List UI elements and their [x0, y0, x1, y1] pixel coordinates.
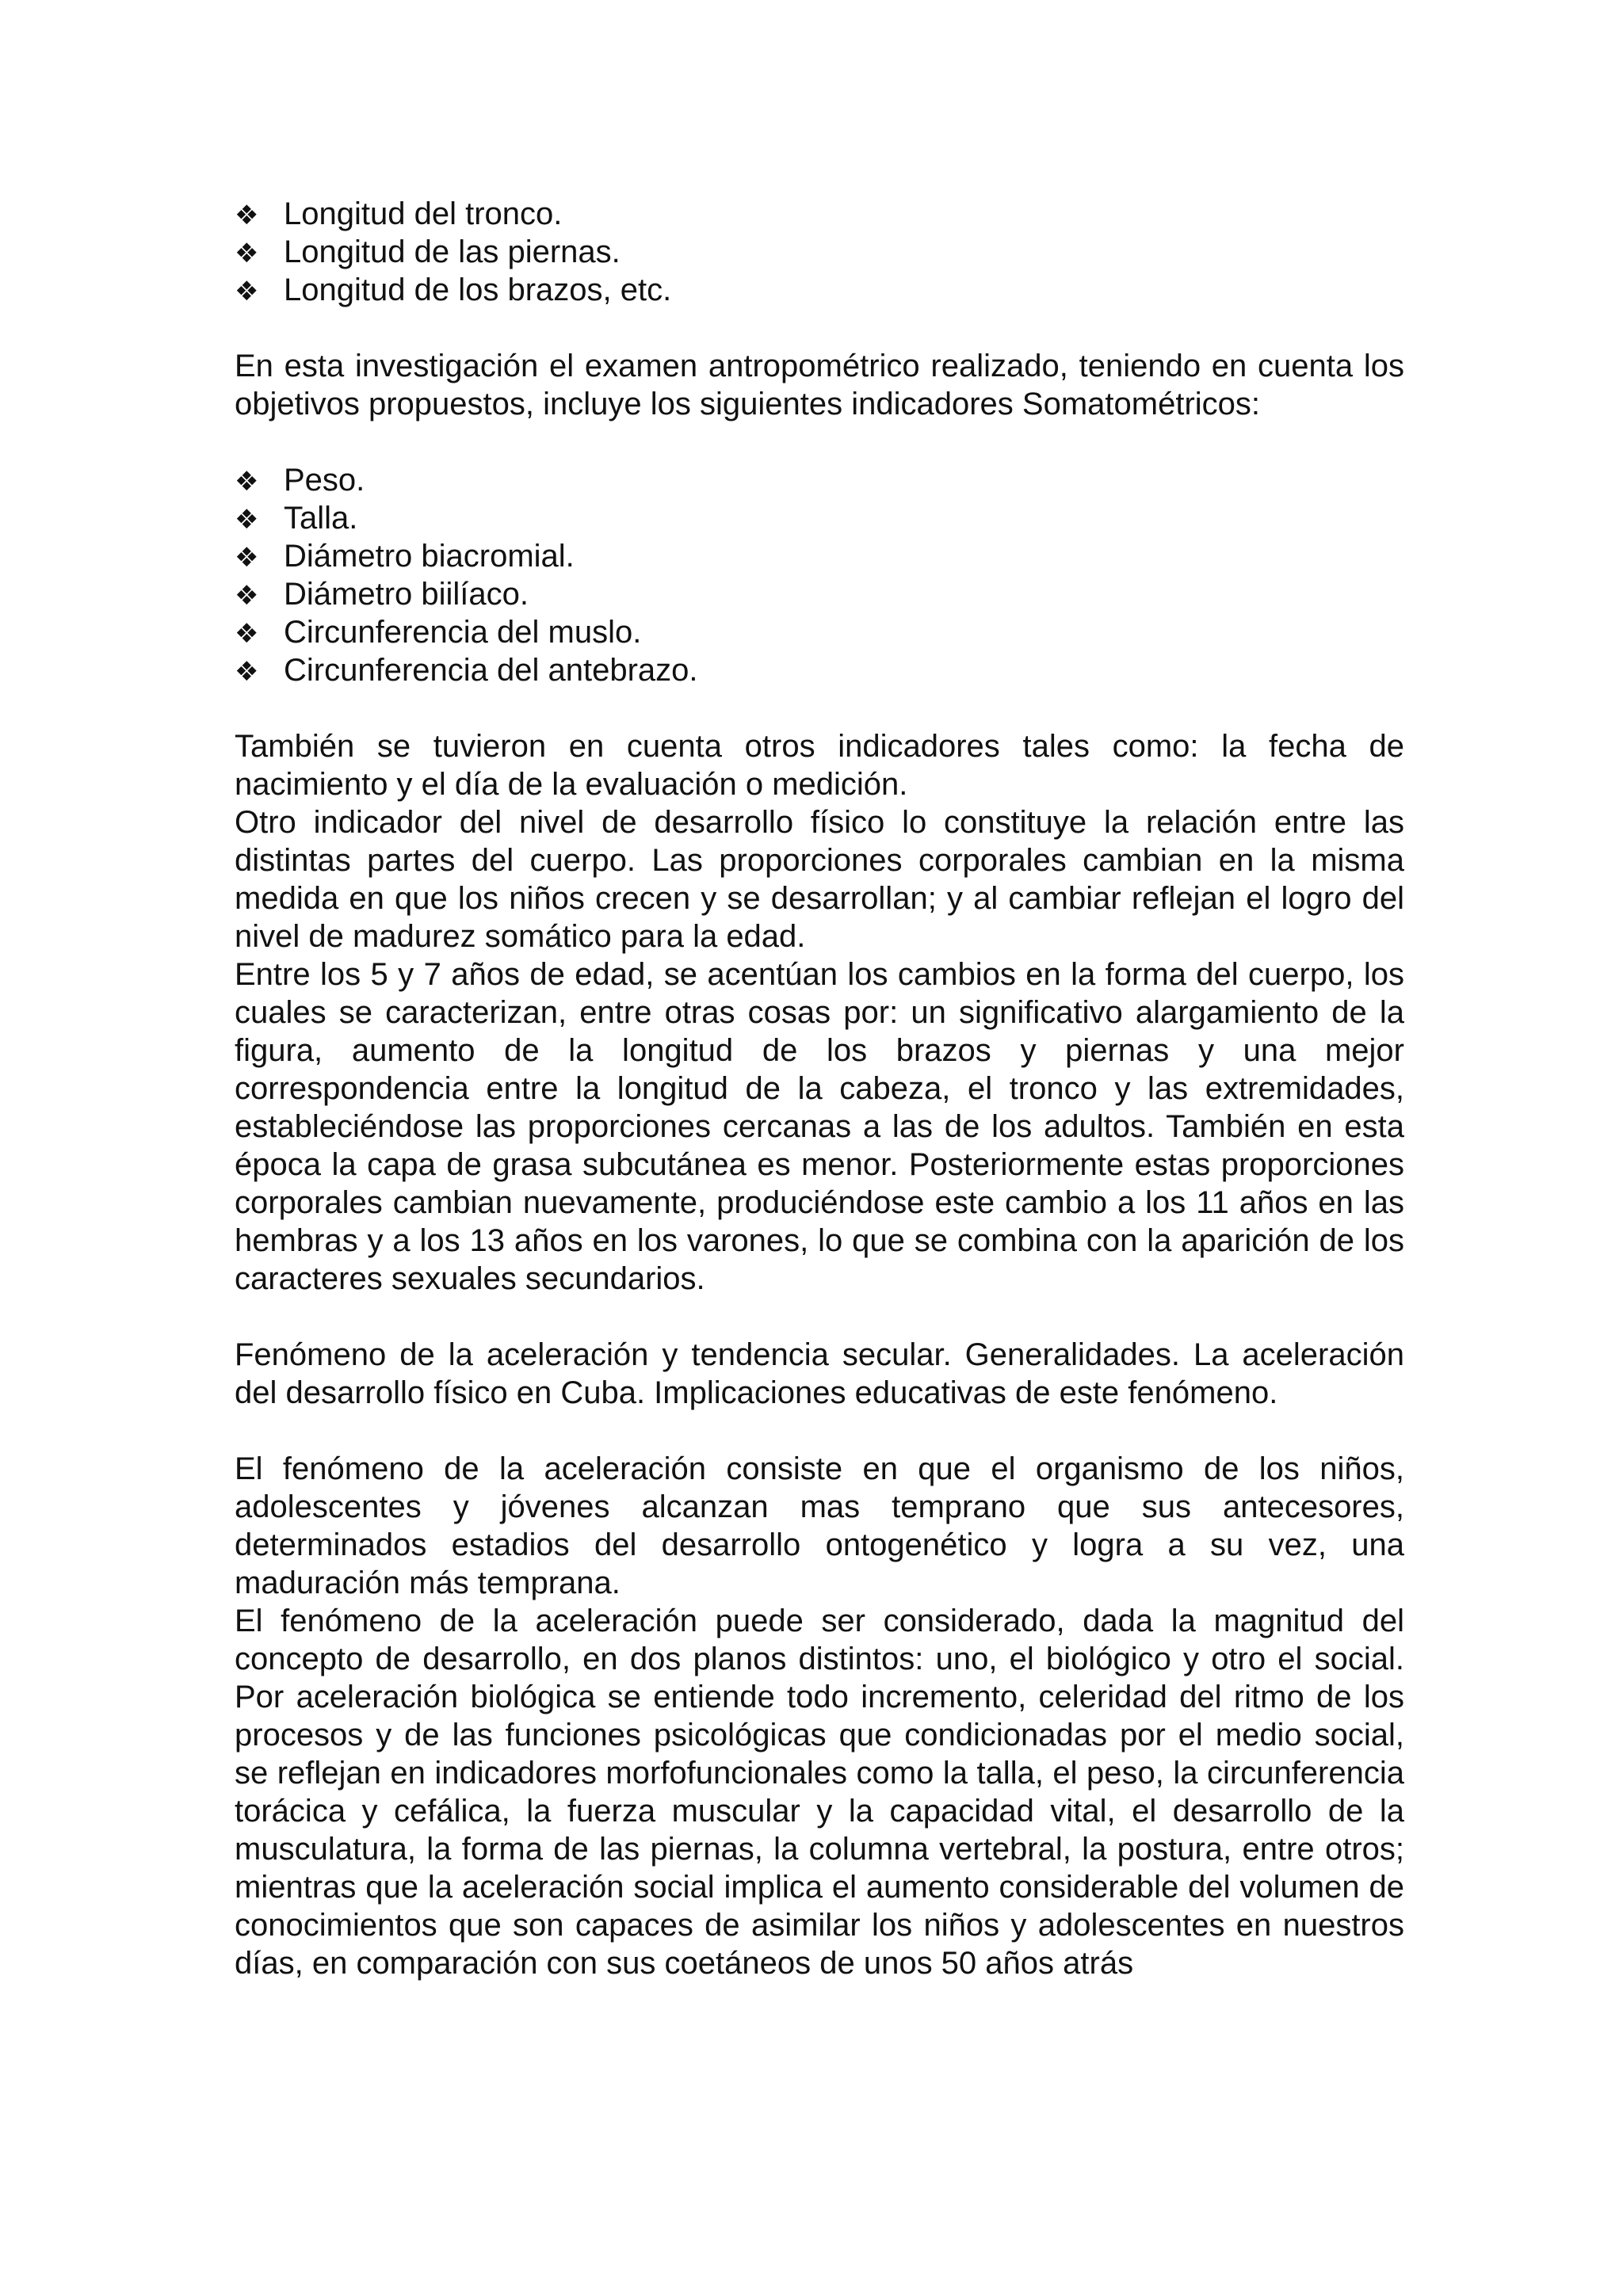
list-item-text: Circunferencia del antebrazo. [284, 653, 698, 688]
diamond-bullet-icon: ❖ [235, 466, 259, 498]
diamond-bullet-icon: ❖ [235, 580, 259, 612]
paragraph-otro: Otro indicador del nivel de desarrollo físico lo constituye la relación entre las distintas partes del cuerpo. Las proporciones corporales cambian en la misma medida en que los niños crecen y se desarrollan; y al cambiar reflejan el logro del nivel de madurez somático para la edad. [235, 805, 1404, 954]
list-top [235, 195, 1404, 309]
diamond-bullet-icon: ❖ [235, 504, 259, 536]
list-item-text: Peso. [284, 463, 365, 498]
list-item-text: Diámetro biilíaco. [284, 577, 529, 612]
list-indicators [235, 461, 1404, 689]
list-item [235, 461, 1404, 499]
diamond-bullet-icon: ❖ [235, 656, 259, 688]
list-item [235, 613, 1404, 651]
document-page [235, 195, 1404, 1982]
list-item-text: Diámetro biacromial. [284, 539, 575, 574]
paragraph-tambien: También se tuvieron en cuenta otros indicadores tales como: la fecha de nacimiento y el día de la evaluación o medición. [235, 729, 1404, 802]
paragraph-fenomeno-2: El fenómeno de la aceleración puede ser considerado, dada la magnitud del concepto de desarrollo, en dos planos distintos: uno, el biológico y otro el social. Por aceleración biológica se entiende todo incremento, celeridad del ritmo de los procesos y de las funciones psicológicas que condicionadas por el medio social, se reflejan en indicadores morfofuncionales como la talla, el peso, la circunferencia torácica y cefálica, la fuerza muscular y la capacidad vital, el desarrollo de la musculatura, la forma de las piernas, la columna vertebral, la postura, entre otros; mientras que la aceleración social implica el aumento considerable del volumen de conocimientos que son capaces de asimilar los niños y adolescentes en nuestros días, en comparación con sus coetáneos de unos 50 años atrás [235, 1604, 1404, 1981]
diamond-bullet-icon: ❖ [235, 238, 259, 269]
paragraph-intro: En esta investigación el examen antropométrico realizado, teniendo en cuenta los objetivos propuestos, incluye los siguientes indicadores Somatométricos: [235, 349, 1404, 421]
diamond-bullet-icon: ❖ [235, 200, 259, 231]
list-item-text: Longitud de los brazos, etc. [284, 273, 672, 307]
list-item [235, 499, 1404, 537]
list-item-text: Longitud de las piernas. [284, 235, 621, 269]
list-item [235, 537, 1404, 575]
list-item [235, 651, 1404, 689]
paragraph-entre: Entre los 5 y 7 años de edad, se acentúan los cambios en la forma del cuerpo, los cuales se caracterizan, entre otras cosas por: un significativo alargamiento de la figura, aumento de la longitud de los brazos y piernas y una mejor correspondencia entre la longitud de la cabeza, el tronco y las extremidades, estableciéndose las proporciones cercanas a las de los adultos. También en esta época la capa de grasa subcutánea es menor. Posteriormente estas proporciones corporales cambian nuevamente, produciéndose este cambio a los 11 años en las hembras y a los 13 años en los varones, lo que se combina con la aparición de los caracteres sexuales secundarios. [235, 957, 1404, 1296]
list-item [235, 195, 1404, 233]
list-item [235, 575, 1404, 613]
diamond-bullet-icon: ❖ [235, 276, 259, 307]
diamond-bullet-icon: ❖ [235, 618, 259, 650]
list-item [235, 271, 1404, 309]
diamond-bullet-icon: ❖ [235, 542, 259, 574]
section-heading: Fenómeno de la aceleración y tendencia secular. Generalidades. La aceleración del desarrollo físico en Cuba. Implicaciones educativas de este fenómeno. [235, 1337, 1404, 1410]
list-item-text: Circunferencia del muslo. [284, 615, 642, 650]
list-item-text: Longitud del tronco. [284, 196, 563, 231]
list-item [235, 233, 1404, 271]
paragraph-fenomeno-1: El fenómeno de la aceleración consiste en que el organismo de los niños, adolescentes y jóvenes alcanzan mas temprano que sus antecesores, determinados estadios del desarrollo ontogenético y logra a su vez, una maduración más temprana. [235, 1451, 1404, 1600]
list-item-text: Talla. [284, 501, 358, 536]
